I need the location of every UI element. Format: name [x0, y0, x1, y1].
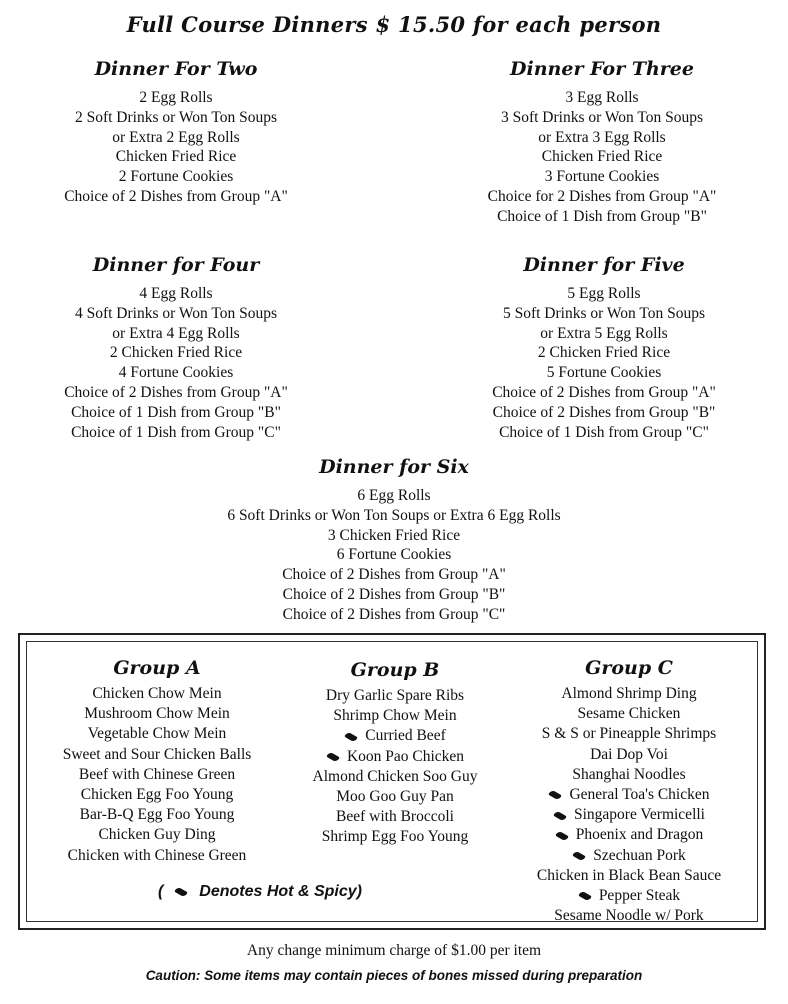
menu-line: or Extra 3 Egg Rolls [538, 128, 666, 146]
menu-line: Choice of 1 Dish from Group "C" [71, 423, 281, 441]
menu-line: S & S or Pineapple Shrimps [541, 725, 717, 743]
menu-line: 6 Fortune Cookies [336, 546, 452, 564]
dinner-for-six [174, 454, 614, 625]
menu-line [284, 726, 506, 746]
menu-line: Bar-B-Q Egg Foo Young [79, 806, 235, 824]
menu-line: Choice of 2 Dishes from Group "A" [64, 383, 288, 401]
hot-pepper-icon [344, 733, 358, 741]
menu-line: Choice of 1 Dish from Group "C" [499, 423, 709, 441]
menu-line: Shanghai Noodles [572, 765, 686, 783]
group-c-heading: Group C [585, 657, 673, 679]
menu-line [506, 785, 752, 805]
hot-pepper-icon [326, 753, 340, 761]
menu-line [506, 825, 752, 845]
menu-line [506, 805, 752, 825]
menu-line: Chicken Chow Mein [92, 685, 222, 702]
group-b [284, 656, 506, 848]
menu-line: or Extra 2 Egg Rolls [112, 128, 240, 146]
dinner-for-five [452, 252, 756, 442]
group-a [30, 654, 284, 866]
menu-line: Dry Garlic Spare Ribs [325, 687, 465, 704]
menu-line: 5 Egg Rolls [567, 285, 641, 302]
menu-line: 4 Egg Rolls [139, 285, 213, 302]
menu-line: 2 Chicken Fried Rice [109, 344, 243, 362]
group-a-heading: Group A [113, 657, 201, 679]
menu-line: Choice of 2 Dishes from Group "A" [64, 187, 288, 205]
hot-pepper-icon [553, 812, 567, 820]
menu-line: Choice of 1 Dish from Group "B" [71, 403, 281, 421]
hot-pepper-icon [555, 832, 569, 840]
menu-line: Sweet and Sour Chicken Balls [62, 745, 252, 763]
hot-pepper-icon [548, 791, 562, 799]
menu-line: Dai Dop Voi [590, 745, 668, 763]
menu-line: 2 Soft Drinks or Won Ton Soups [74, 108, 278, 126]
menu-line: Almond Shrimp Ding [561, 685, 697, 702]
menu-line-text: Pepper Steak [598, 887, 681, 905]
group-c [506, 654, 752, 926]
menu-line: Almond Chicken Soo Guy [312, 767, 478, 785]
group-b-heading: Group B [350, 659, 440, 681]
menu-line: 2 Fortune Cookies [118, 168, 234, 186]
menu-line: Chicken in Black Bean Sauce [536, 866, 722, 884]
menu-line: Choice for 2 Dishes from Group "A" [487, 187, 717, 205]
menu-line: 4 Soft Drinks or Won Ton Soups [74, 304, 278, 322]
menu-line [506, 846, 752, 866]
menu-line: 3 Fortune Cookies [544, 168, 660, 186]
legend-text: Denotes Hot & Spicy) [199, 883, 362, 900]
menu-line: Beef with Broccoli [336, 808, 454, 826]
menu-line: Choice of 1 Dish from Group "B" [497, 207, 707, 225]
dinner-four-heading: Dinner for Four [92, 254, 260, 276]
menu-line [506, 886, 752, 906]
menu-line: Choice of 2 Dishes from Group "C" [282, 605, 506, 623]
menu-line: 5 Soft Drinks or Won Ton Soups [502, 304, 706, 322]
dinner-five-heading: Dinner for Five [523, 254, 685, 276]
dinner-for-four [26, 252, 326, 442]
menu-line: Chicken Egg Foo Young [80, 786, 234, 804]
menu-line: Choice of 2 Dishes from Group "A" [282, 566, 506, 584]
dinner-for-three [452, 56, 752, 227]
dinner-three-heading: Dinner For Three [510, 58, 694, 80]
menu-line: Chicken Fried Rice [541, 148, 663, 166]
menu-line-text: Szechuan Pork [593, 846, 686, 864]
menu-line: Sesame Noodle w/ Pork [554, 907, 704, 925]
menu-line: Shrimp Egg Foo Young [321, 828, 469, 846]
menu-line: Chicken Guy Ding [98, 826, 216, 844]
menu-line: Shrimp Chow Mein [333, 707, 457, 725]
dinner-for-two [28, 56, 324, 207]
menu-line: Chicken Fried Rice [115, 148, 237, 166]
menu-line: Beef with Chinese Green [78, 765, 236, 783]
menu-line: 6 Egg Rolls [357, 487, 431, 504]
menu-line: Moo Goo Guy Pan [336, 788, 454, 806]
menu-line: Choice of 2 Dishes from Group "B" [282, 585, 506, 603]
menu-line: 2 Chicken Fried Rice [537, 344, 671, 362]
change-charge-note: Any change minimum charge of $1.00 per item [246, 942, 542, 959]
menu-line: Vegetable Chow Mein [87, 725, 227, 743]
menu-line: 3 Soft Drinks or Won Ton Soups [500, 108, 704, 126]
dinner-two-heading: Dinner For Two [94, 58, 258, 80]
menu-line: 5 Fortune Cookies [546, 364, 662, 382]
hot-spicy-legend [120, 883, 400, 901]
dinner-six-heading: Dinner for Six [319, 456, 469, 478]
menu-line: 4 Fortune Cookies [118, 364, 234, 382]
menu-line: Sesame Chicken [577, 705, 681, 723]
menu-line-text: Curried Beef [365, 727, 446, 745]
legend-open-paren: ( [158, 883, 164, 900]
menu-line: Mushroom Chow Mein [84, 705, 230, 723]
menu-line: 2 Egg Rolls [139, 89, 213, 106]
menu-line: 6 Soft Drinks or Won Ton Soups or Extra 6 Egg Rolls [227, 506, 561, 524]
hot-pepper-icon [578, 892, 592, 900]
menu-line: 3 Chicken Fried Rice [327, 526, 461, 544]
caution-note: Caution: Some items may contain pieces of bones missed during preparation [145, 968, 643, 983]
menu-line-text: Singapore Vermicelli [573, 806, 705, 824]
menu-line-text: Koon Pao Chicken [346, 747, 465, 765]
menu-line: 3 Egg Rolls [565, 89, 639, 106]
menu-line: Choice of 2 Dishes from Group "B" [492, 403, 716, 421]
menu-line-text: Phoenix and Dragon [575, 826, 704, 844]
menu-line [284, 747, 506, 767]
menu-line: Choice of 2 Dishes from Group "A" [492, 383, 716, 401]
menu-line: Chicken with Chinese Green [67, 846, 247, 864]
menu-line: or Extra 5 Egg Rolls [540, 324, 668, 342]
menu-line-text: General Toa's Chicken [569, 786, 710, 804]
menu-line: or Extra 4 Egg Rolls [112, 324, 240, 342]
hot-pepper-icon [572, 852, 586, 860]
page-title: Full Course Dinners $ 15.50 for each person [126, 12, 662, 37]
hot-pepper-icon [174, 888, 188, 896]
